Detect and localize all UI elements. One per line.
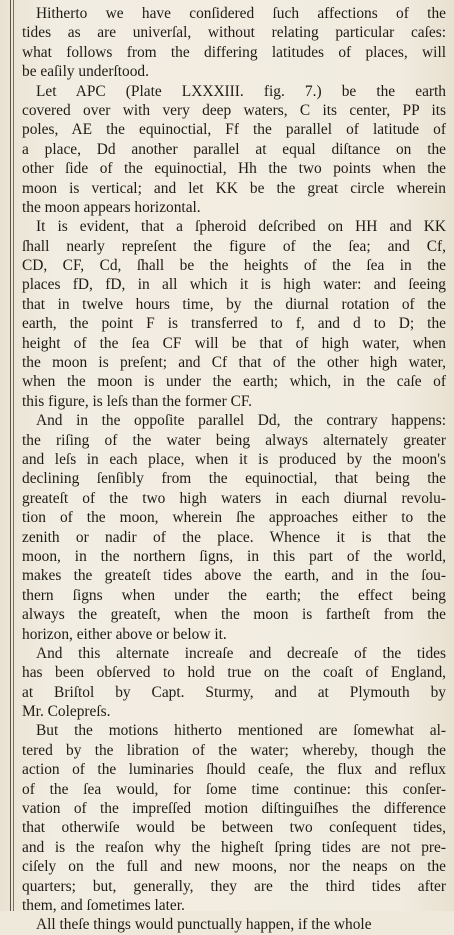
- text-line: declining ſenſibly from the equinoctial, that being the: [22, 470, 446, 488]
- text-line: horizon, either above or below it.: [22, 625, 227, 643]
- text-line: what follows from the differing latitudes of places, will: [22, 43, 446, 61]
- text-line: when the moon is under the earth; which, in the caſe of: [22, 373, 446, 391]
- text-line: zenith or nadir of the place. Whence it is that the: [22, 528, 446, 546]
- text-line: But the motions hitherto mentioned are ſomewhat al-: [36, 722, 446, 740]
- text-line: the moon appears horizontal.: [22, 198, 201, 216]
- text-line: of the ſea would, for ſome time continue: this conſer-: [22, 780, 446, 798]
- text-line: covered over with very deep waters, C its center, PP its: [22, 101, 446, 119]
- text-line: tion of the moon, wherein ſhe approaches either to the: [22, 509, 446, 527]
- text-line: And in the oppoſite parallel Dd, the contrary happens:: [36, 412, 446, 430]
- text-line: Mr. Colepreſs.: [22, 703, 111, 721]
- text-line: CD, CF, Cd, ſhall be the heights of the ſea in the: [22, 257, 446, 275]
- text-line: a place, Dd another parallel at equal diſtance on the: [22, 140, 446, 158]
- text-line: moon is vertical; and let KK be the great circle wherein: [22, 179, 446, 197]
- paragraph: [22, 4, 446, 82]
- text-line: and is the reaſon why the higheſt ſpring tides are not pre-: [22, 838, 446, 856]
- paragraph: [22, 644, 446, 722]
- text-line: Let APC (Plate LXXXIII. fig. 7.) be the earth: [36, 82, 446, 100]
- text-line: this figure, is leſs than the former CF.: [22, 392, 253, 410]
- paragraph: [22, 721, 446, 915]
- text-line: earth, the point F is transferred to f, and d to D; the: [22, 315, 446, 333]
- text-line: And this alternate increaſe and decreaſe of the tides: [36, 644, 446, 662]
- text-line: the moon is preſent; and Cf that of the other high water,: [22, 354, 446, 372]
- text-line: places fD, fD, in all which it is high water: and ſeeing: [22, 276, 446, 294]
- text-line: that otherwiſe would be between two conſequent tides,: [22, 819, 446, 837]
- text-line: ſhall nearly repreſent the figure of the ſea; and Cf,: [22, 237, 446, 255]
- text-line: Hitherto we have conſidered ſuch affections of the: [36, 5, 446, 22]
- text-line: has been obſerved to hold true on the coaſt of England,: [22, 664, 446, 682]
- paragraph: [22, 217, 446, 411]
- text-line: makes the greateſt tides above the earth, and in the ſou-: [22, 567, 446, 585]
- paragraph: [22, 411, 446, 644]
- text-line: the riſing of the water being always alternately greater: [22, 431, 446, 449]
- text-line: vation of the impreſſed motion diſtinguiſhes the difference: [22, 800, 446, 818]
- text-line: at Briſtol by Capt. Sturmy, and at Plymouth by: [22, 683, 446, 701]
- cut-off-line: All theſe things would punctually happen, if the whole: [36, 916, 372, 934]
- text-line: that in twelve hours time, by the diurnal rotation of the: [22, 295, 446, 313]
- text-line: tered by the libration of the water; whereby, though the: [22, 741, 446, 759]
- text-line: moon, in the northern ſigns, in this part of the world,: [22, 547, 446, 565]
- text-line: quarters; but, generally, they are the third tides after: [22, 877, 446, 895]
- text-line: always the greateſt, when the moon is fartheſt from the: [22, 606, 446, 624]
- text-line: action of the luminaries ſhould ceaſe, the flux and reflux: [22, 761, 446, 779]
- text-line: ciſely on the full and new moons, nor the neaps on the: [22, 858, 446, 876]
- text-line: be eaſily underſtood.: [22, 63, 149, 81]
- text-line: other ſide of the equinoctial, Hh the two points when the: [22, 160, 446, 178]
- column-rule-inner: [13, 0, 14, 911]
- text-line: and leſs in each place, when it is produced by the moon's: [22, 450, 446, 468]
- text-line: poles, AE the equinoctial, Ff the parallel of latitude of: [22, 121, 446, 139]
- text-line: It is evident, that a ſpheroid deſcribed on HH and KK: [36, 218, 446, 236]
- text-line: thern ſigns when under the earth; the effect being: [22, 586, 446, 604]
- text-column: [22, 4, 446, 934]
- text-line: tides as are univerſal, without relating particular caſes:: [22, 24, 446, 42]
- text-line: height of the ſea CF will be that of high water, when: [22, 334, 446, 352]
- text-line: greateſt of the two high waters in each diurnal revolu-: [22, 489, 446, 507]
- column-rule: [10, 0, 11, 911]
- text-line: them, and ſometimes later.: [22, 896, 185, 914]
- paragraph: [22, 82, 446, 218]
